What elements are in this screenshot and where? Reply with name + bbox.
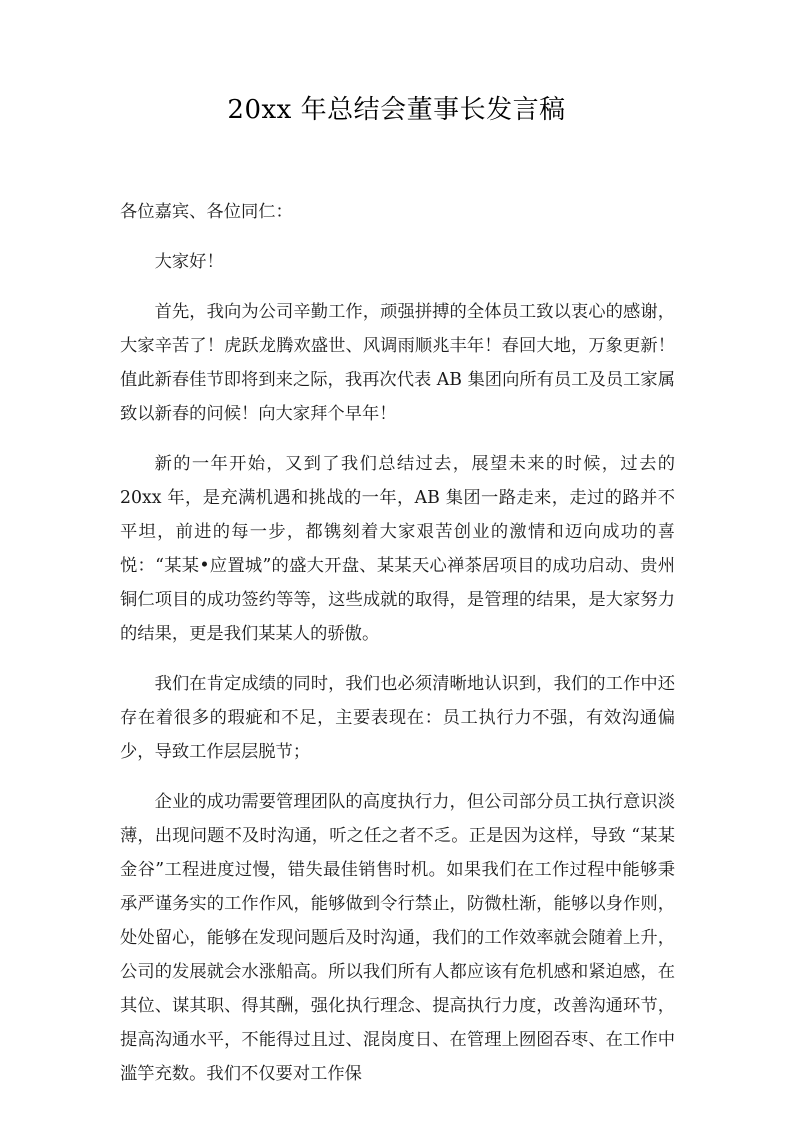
document-body [120,195,675,1107]
paragraph-execution: 企业的成功需要管理团队的高度执行力，但公司部分员工执行意识淡薄，出现问题不及时沟通，听之任之者不乏。正是因为这样，导致 “某某金谷”工程进度过慢，错失最佳销售时机。如果我们在工作过程中能够秉承严谨务实的工作作风，能够做到令行禁止，防微杜渐，能够以身作则，处处留心，能够在发现问题后及时沟通，我们的工作效率就会随着上升，公司的发展就会水涨船高。所以我们所有人都应该有危机感和紧迫感，在其位、谋其职、得其酬，强化执行理念、提高执行力度，改善沟通环节，提高沟通水平，不能得过且过、混岗度日、在管理上囫囵吞枣、在工作中滥竽充数。我们不仅要对工作保 [120,792,675,1084]
salutation: 各位嘉宾、各位同仁： [120,202,293,222]
document-title: 20xx 年总结会董事长发言稿 [227,95,566,125]
greeting: 大家好！ [154,252,224,272]
paragraph-shortcomings: 我们在肯定成绩的同时，我们也必须清晰地认识到，我们的工作中还存在着很多的瑕疵和不足，主要表现在：员工执行力不强，有效沟通偏少，导致工作层层脱节； [120,674,675,762]
paragraph-thanks: 首先，我向为公司辛勤工作，顽强拼搏的全体员工致以衷心的感谢，大家辛苦了！虎跃龙腾欢盛世、风调雨顺兆丰年！春回大地，万象更新！值此新春佳节即将到来之际，我再次代表 AB 集团向所有员工及员工家属致以新春的问候！向大家拜个早年！ [120,302,675,424]
paragraph-achievements: 新的一年开始，又到了我们总结过去，展望未来的时候，过去的20xx 年，是充满机遇和挑战的一年，AB 集团一路走来，走过的路并不平坦，前进的每一步，都镌刻着大家艰苦创业的激情和迈向成功的喜悦：“某某•应置城”的盛大开盘、某某天心禅茶居项目的成功启动、贵州铜仁项目的成功签约等等，这些成就的取得，是管理的结果，是大家努力的结果，更是我们某某人的骄傲。 [120,454,675,644]
